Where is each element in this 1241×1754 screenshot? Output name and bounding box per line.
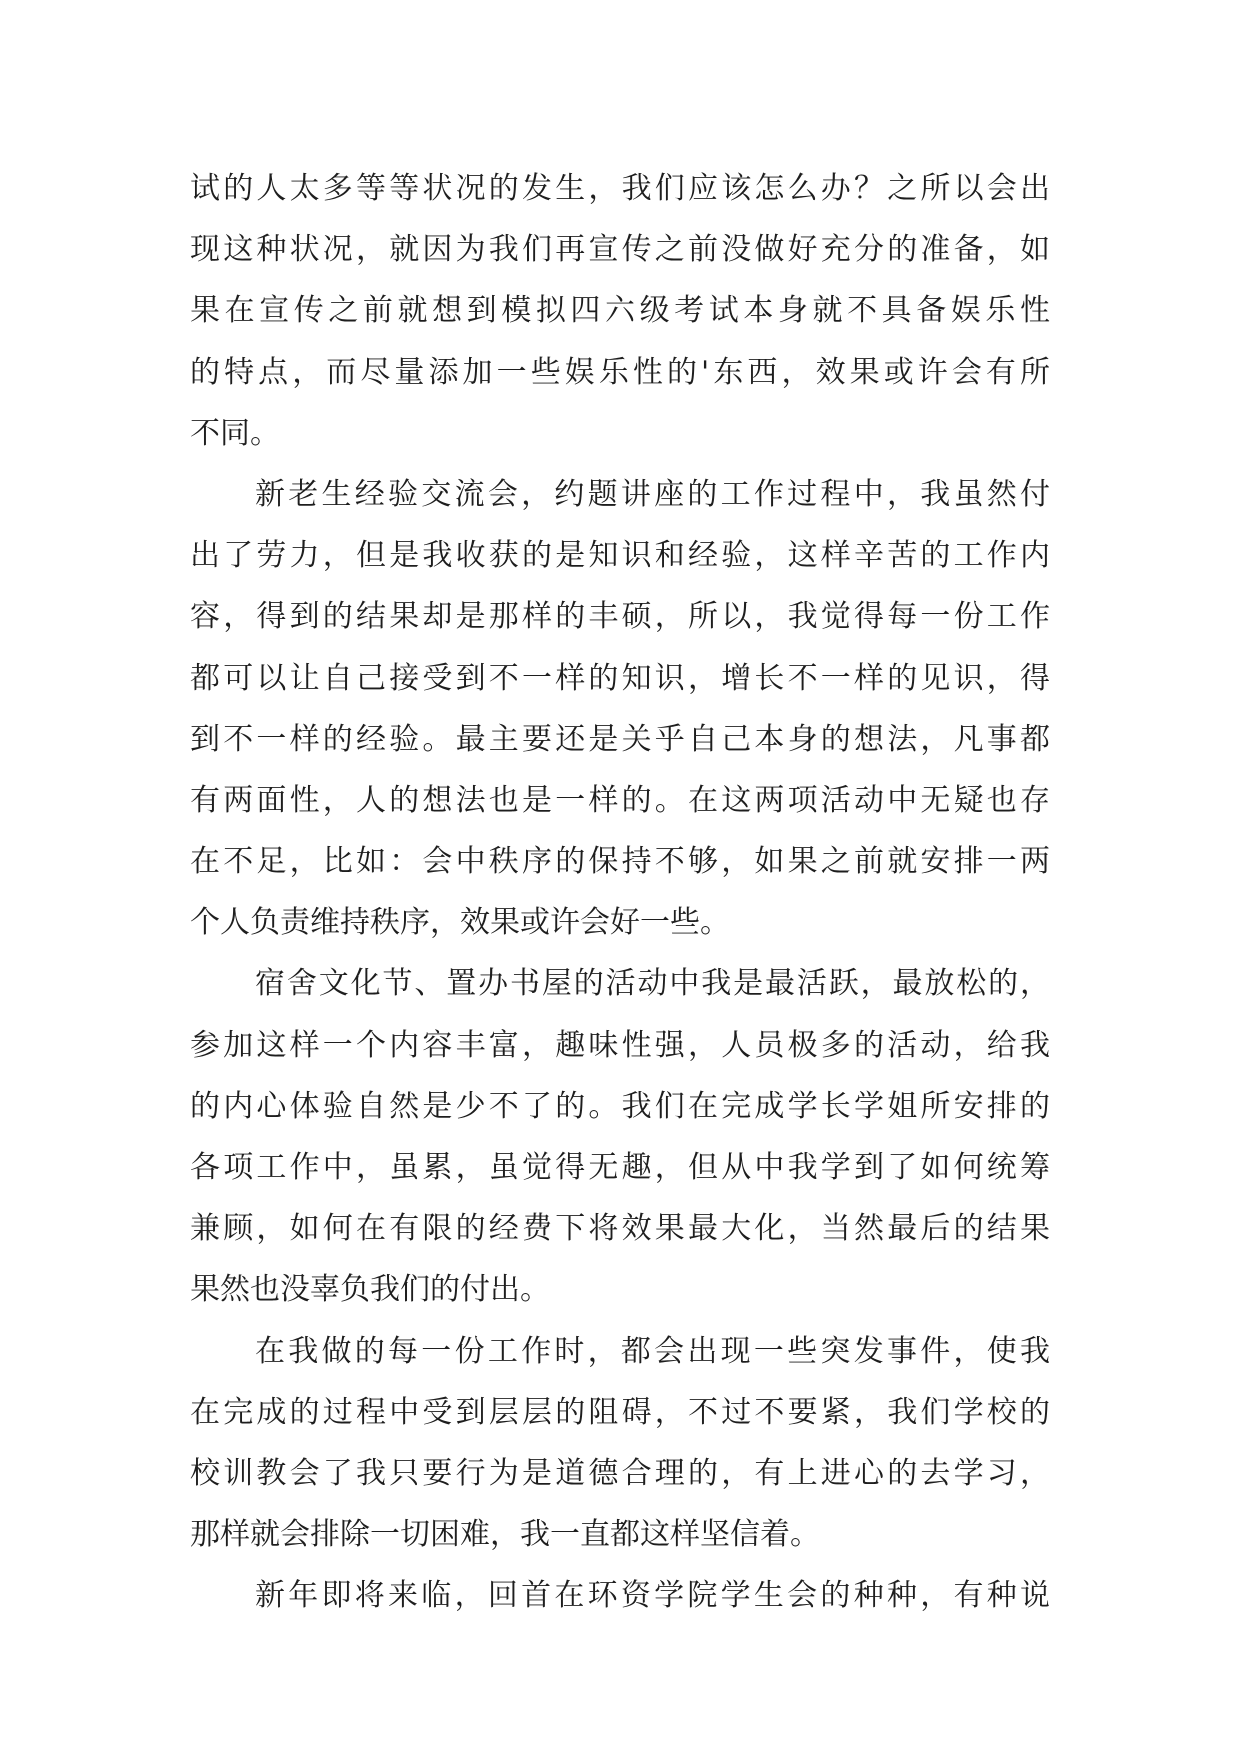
text-line: 出了劳力，但是我收获的是知识和经验，这样辛苦的工作内 (190, 538, 1050, 574)
text-line: 个人负责维持秩序，效果或许会好一些。 (190, 905, 730, 941)
text-line: 果然也没辜负我们的付出。 (190, 1272, 550, 1308)
text-line: 容，得到的结果却是那样的丰硕，所以，我觉得每一份工作 (190, 599, 1050, 635)
text-line: 现这种状况，就因为我们再宣传之前没做好充分的准备，如 (190, 232, 1050, 268)
text-line: 有两面性，人的想法也是一样的。在这两项活动中无疑也存 (190, 782, 1050, 818)
text-line: 参加这样一个内容丰富，趣味性强，人员极多的活动，给我 (190, 1027, 1050, 1063)
text-line: 果在宣传之前就想到模拟四六级考试本身就不具备娱乐性 (190, 293, 1050, 329)
text-line: 在完成的过程中受到层层的阻碍，不过不要紧，我们学校的 (190, 1394, 1050, 1430)
text-line: 不同。 (190, 415, 280, 451)
text-line: 试的人太多等等状况的发生，我们应该怎么办？之所以会出 (190, 171, 1050, 206)
paragraph-first-line: 在我做的每一份工作时，都会出现一些突发事件，使我 (255, 1333, 1050, 1369)
text-line: 校训教会了我只要行为是道德合理的，有上进心的去学习， (190, 1455, 1050, 1491)
paragraph-first-line: 宿舍文化节、置办书屋的活动中我是最活跃，最放松的， (255, 966, 1050, 1002)
text-line: 在不足，比如：会中秩序的保持不够，如果之前就安排一两 (190, 844, 1050, 880)
text-line: 那样就会排除一切困难，我一直都这样坚信着。 (190, 1517, 820, 1553)
text-line: 都可以让自己接受到不一样的知识，增长不一样的见识，得 (190, 660, 1050, 696)
text-line: 的内心体验自然是少不了的。我们在完成学长学姐所安排的 (190, 1088, 1050, 1124)
body-text (190, 158, 1050, 1627)
text-line: 的特点，而尽量添加一些娱乐性的'东西，效果或许会有所 (190, 354, 1050, 390)
text-line: 到不一样的经验。最主要还是关乎自己本身的想法，凡事都 (190, 721, 1050, 757)
paragraph-first-line: 新年即将来临，回首在环资学院学生会的种种，有种说 (255, 1578, 1050, 1614)
text-line: 各项工作中，虽累，虽觉得无趣，但从中我学到了如何统筹 (190, 1150, 1050, 1185)
paragraph-first-line: 新老生经验交流会，约题讲座的工作过程中，我虽然付 (255, 476, 1050, 512)
text-line: 兼顾，如何在有限的经费下将效果最大化，当然最后的结果 (190, 1211, 1050, 1247)
